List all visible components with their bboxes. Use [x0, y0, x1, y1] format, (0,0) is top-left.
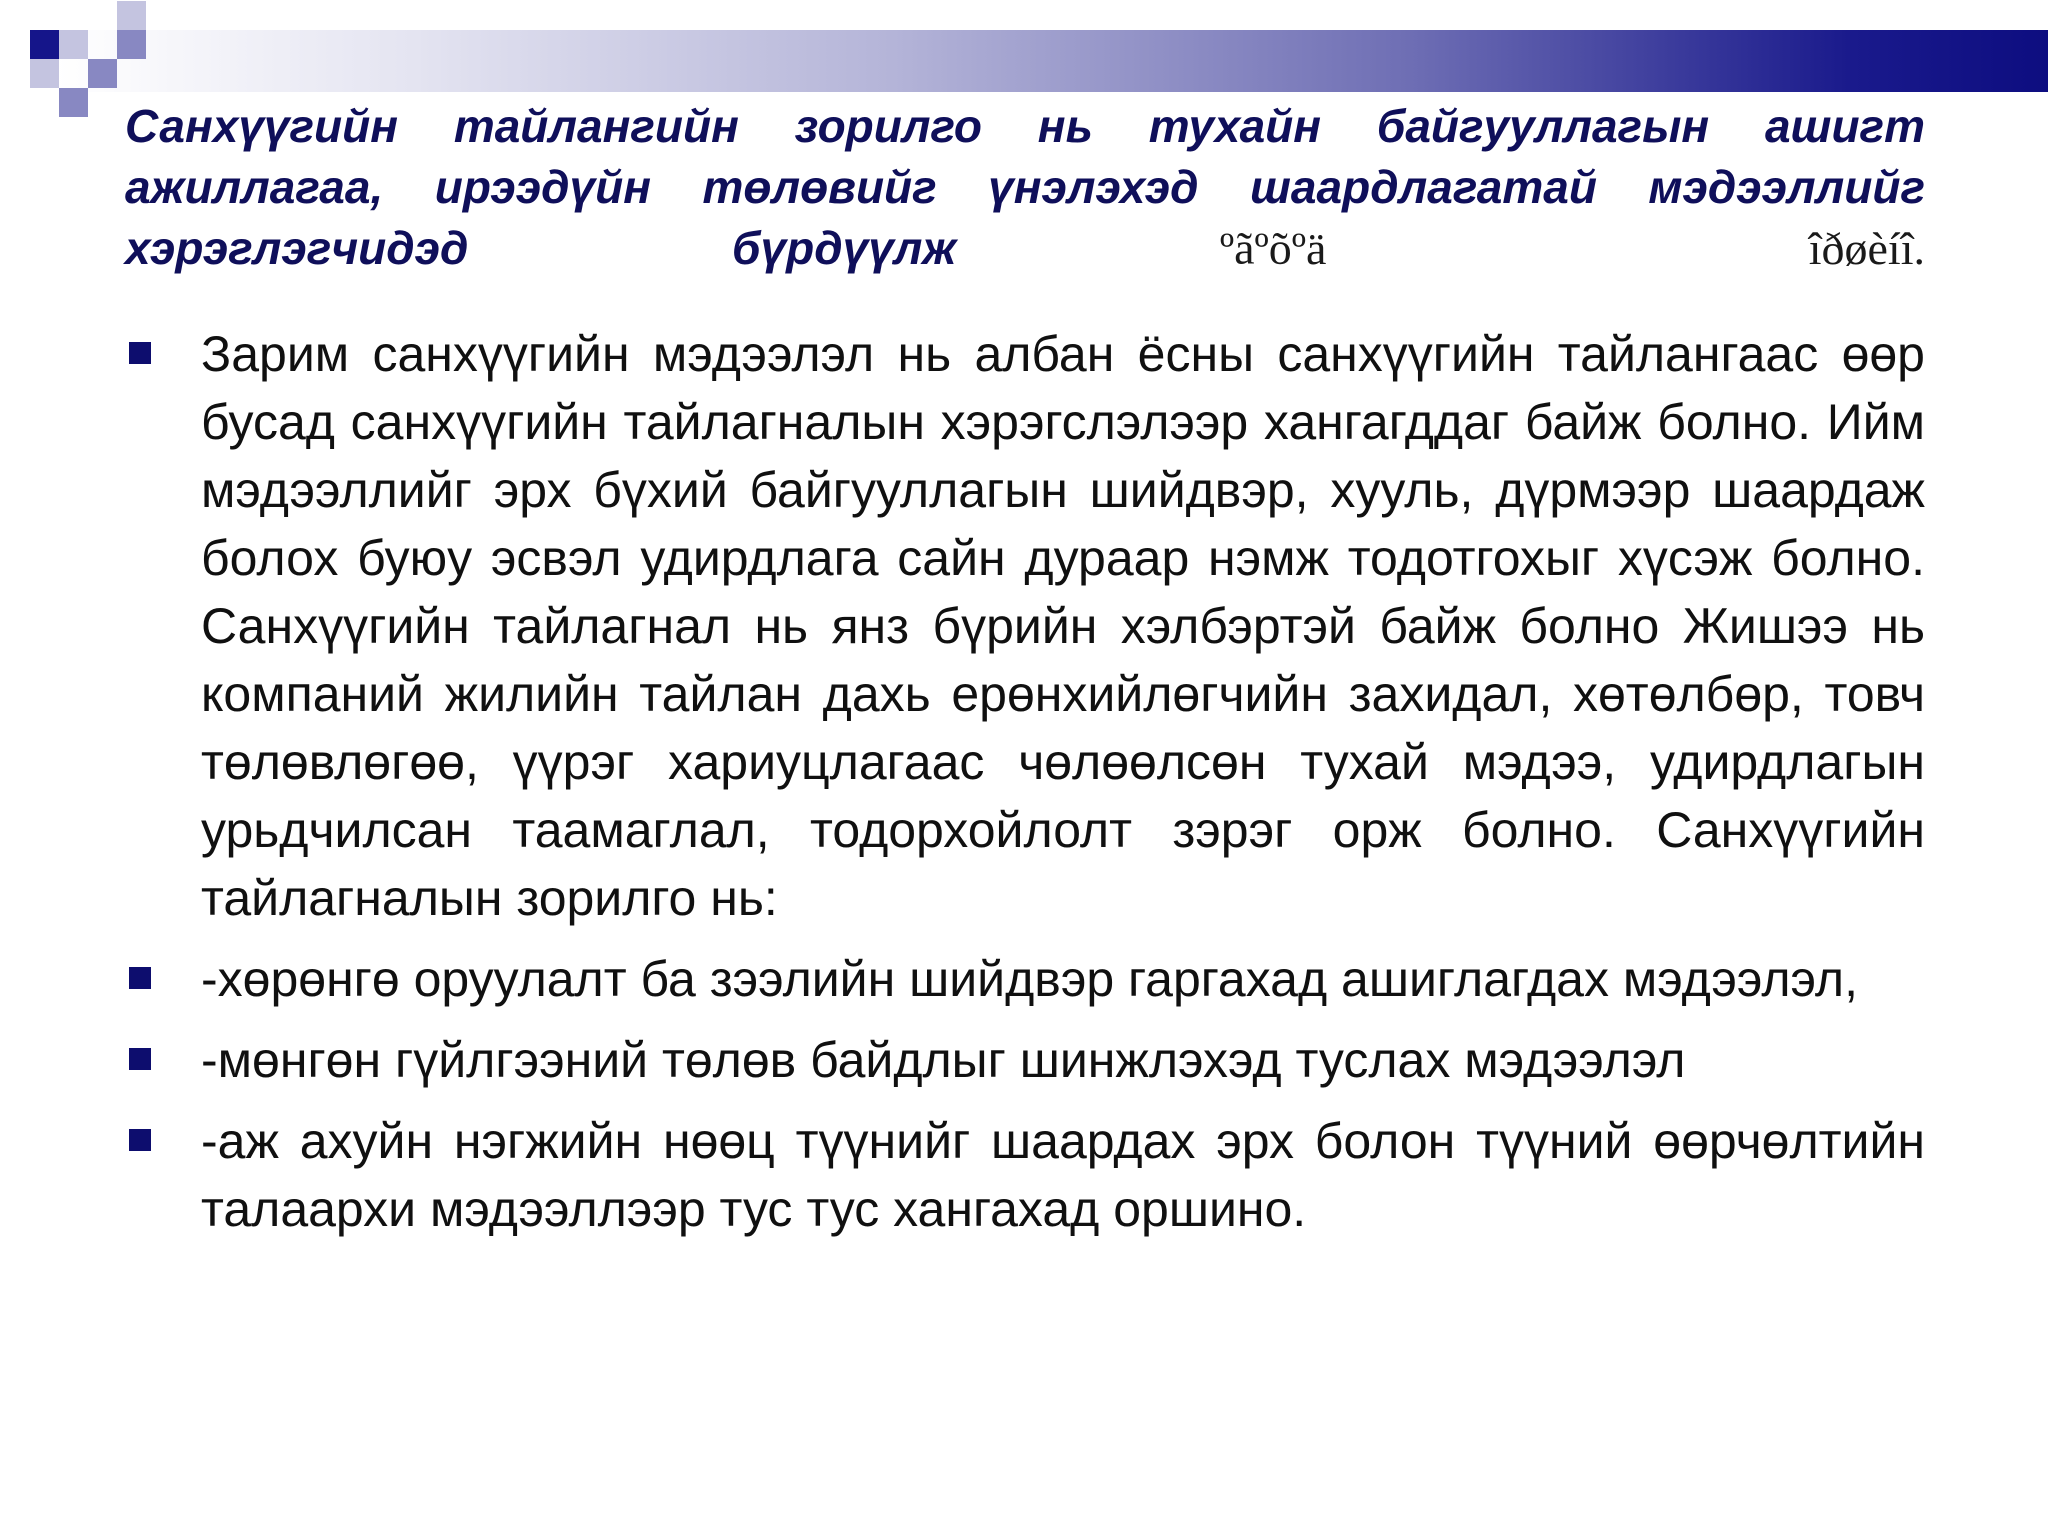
- title-garbled-tail: ºãºõºä îðøèíî.: [1219, 223, 1925, 274]
- list-item: [125, 1026, 1925, 1094]
- bullet-text: -мөнгөн гүйлгээний төлөв байдлыг шинжлэхэд туслах мэдээлэл: [201, 1032, 1686, 1088]
- square-bullet-icon: [129, 1129, 151, 1151]
- list-item: [125, 945, 1925, 1013]
- decor-square: [59, 30, 88, 59]
- bullet-text: -хөрөнгө оруулалт ба зээлийн шийдвэр гаргахад ашиглагдах мэдээлэл,: [201, 951, 1858, 1007]
- square-bullet-icon: [129, 342, 151, 364]
- decor-square: [30, 30, 59, 59]
- decor-square: [30, 59, 59, 88]
- decor-square: [59, 88, 88, 117]
- list-item: [125, 320, 1925, 932]
- slide-title: [125, 96, 1925, 279]
- square-bullet-icon: [129, 967, 151, 989]
- list-item: [125, 1107, 1925, 1243]
- bullet-list: [125, 320, 1925, 1256]
- title-text: Санхүүгийн тайлангийн зорилго нь тухайн байгууллагын ашигт ажиллагаа, ирээдүйн төлөвийг үнэлэхэд шаардлагатай мэдээллийг хэрэглэгчидэд бүрдүүлж: [125, 100, 1925, 274]
- bullet-text: Зарим санхүүгийн мэдээлэл нь албан ёсны санхүүгийн тайлангаас өөр бусад санхүүгийн тайлагналын хэрэгслэлээр хангагддаг байж болно. Ийм мэдээллийг эрх бүхий байгууллагын шийдвэр, хууль, дүрмээр шаардаж болох буюу эсвэл удирдлага сайн дураар нэмж тодотгохыг хүсэж болно. Санхүүгийн тайлагнал нь янз бүрийн хэлбэртэй байж болно Жишээ нь компаний жилийн тайлан дахь ерөнхийлөгчийн захидал, хөтөлбөр, товч төлөвлөгөө, үүрэг хариуцлагаас чөлөөлсөн тухай мэдээ, удирдлагын урьдчилсан таамаглал, тодорхойлолт зэрэг орж болно. Санхүүгийн тайлагналын зорилго нь:: [201, 326, 1925, 926]
- header-gradient-bar: [56, 30, 2048, 92]
- bullet-text: -аж ахуйн нэгжийн нөөц түүнийг шаардах эрх болон түүний өөрчөлтийн талаархи мэдээллээр тус тус хангахад оршино.: [201, 1113, 1925, 1237]
- square-bullet-icon: [129, 1048, 151, 1070]
- decor-square: [88, 59, 117, 88]
- decor-square: [117, 30, 146, 59]
- decor-square: [117, 1, 146, 30]
